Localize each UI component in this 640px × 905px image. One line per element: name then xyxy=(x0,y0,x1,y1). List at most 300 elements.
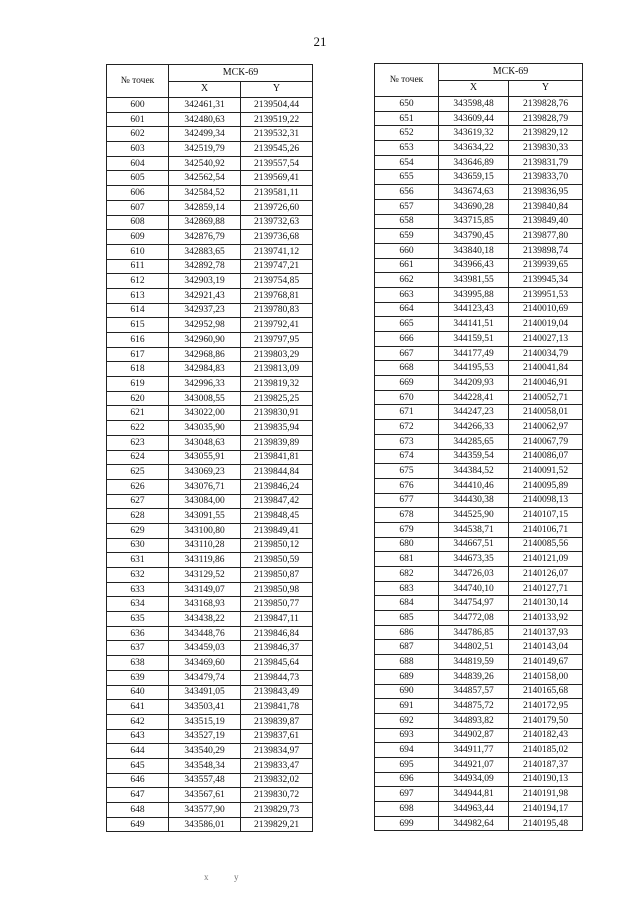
y-coordinate-cell: 2140121,09 xyxy=(509,552,583,567)
table-row xyxy=(375,699,583,714)
x-coordinate-cell: 343055,91 xyxy=(169,450,241,465)
point-number-cell: 671 xyxy=(375,405,439,420)
y-coordinate-cell: 2140194,17 xyxy=(509,802,583,817)
y-coordinate-cell: 2140126,07 xyxy=(509,567,583,582)
y-coordinate-cell: 2140095,89 xyxy=(509,478,583,493)
table-row xyxy=(107,142,313,157)
point-number-cell: 674 xyxy=(375,449,439,464)
x-coordinate-cell: 343557,48 xyxy=(169,773,241,788)
y-coordinate-cell: 2139898,74 xyxy=(509,243,583,258)
point-number-cell: 628 xyxy=(107,509,169,524)
table-row xyxy=(375,508,583,523)
point-number-cell: 694 xyxy=(375,743,439,758)
x-coordinate-cell: 343540,29 xyxy=(169,744,241,759)
table-row xyxy=(375,126,583,141)
table-row xyxy=(375,625,583,640)
table-row xyxy=(107,626,313,641)
x-coordinate-cell: 342461,31 xyxy=(169,98,241,113)
table-row xyxy=(107,612,313,627)
y-coordinate-cell: 2139792,41 xyxy=(241,318,313,333)
y-coordinate-cell: 2139841,78 xyxy=(241,700,313,715)
x-coordinate-cell: 344921,07 xyxy=(439,757,509,772)
x-coordinate-cell: 344875,72 xyxy=(439,699,509,714)
x-coordinate-cell: 344195,53 xyxy=(439,361,509,376)
y-coordinate-cell: 2140052,71 xyxy=(509,390,583,405)
y-coordinate-cell: 2139846,84 xyxy=(241,626,313,641)
table-row xyxy=(375,317,583,332)
table-row xyxy=(107,685,313,700)
x-coordinate-cell: 344902,87 xyxy=(439,728,509,743)
x-coordinate-cell: 344228,41 xyxy=(439,390,509,405)
y-coordinate-cell: 2140137,93 xyxy=(509,625,583,640)
table-row xyxy=(107,362,313,377)
table-row xyxy=(107,758,313,773)
y-coordinate-cell: 2139519,22 xyxy=(241,112,313,127)
point-number-cell: 679 xyxy=(375,522,439,537)
point-number-cell: 605 xyxy=(107,171,169,186)
table-row xyxy=(375,199,583,214)
x-coordinate-cell: 344410,46 xyxy=(439,478,509,493)
table-row xyxy=(107,553,313,568)
point-number-cell: 681 xyxy=(375,552,439,567)
x-coordinate-cell: 343995,88 xyxy=(439,287,509,302)
table-row xyxy=(375,684,583,699)
point-number-cell: 690 xyxy=(375,684,439,699)
y-coordinate-cell: 2140010,69 xyxy=(509,302,583,317)
y-coordinate-cell: 2139945,34 xyxy=(509,273,583,288)
x-coordinate-cell: 344839,26 xyxy=(439,669,509,684)
y-coordinate-cell: 2140058,01 xyxy=(509,405,583,420)
table-row xyxy=(375,449,583,464)
point-number-cell: 613 xyxy=(107,288,169,303)
point-number-cell: 651 xyxy=(375,111,439,126)
page-number: 21 xyxy=(313,34,327,49)
y-coordinate-cell: 2139832,02 xyxy=(241,773,313,788)
x-coordinate-cell: 343548,34 xyxy=(169,758,241,773)
y-coordinate-cell: 2139830,91 xyxy=(241,406,313,421)
table-row xyxy=(375,229,583,244)
x-coordinate-cell: 343674,63 xyxy=(439,185,509,200)
point-number-cell: 621 xyxy=(107,406,169,421)
table-row xyxy=(107,127,313,142)
point-number-cell: 662 xyxy=(375,273,439,288)
y-coordinate-cell: 2140133,92 xyxy=(509,611,583,626)
table-row xyxy=(375,728,583,743)
point-number-cell: 616 xyxy=(107,333,169,348)
point-number-cell: 637 xyxy=(107,641,169,656)
x-coordinate-cell: 342892,78 xyxy=(169,259,241,274)
table-row xyxy=(107,215,313,230)
y-coordinate-cell: 2139732,63 xyxy=(241,215,313,230)
y-coordinate-cell: 2139736,68 xyxy=(241,230,313,245)
y-coordinate-cell: 2140172,95 xyxy=(509,699,583,714)
y-coordinate-cell: 2139877,80 xyxy=(509,229,583,244)
table-row xyxy=(375,537,583,552)
table-row xyxy=(375,185,583,200)
y-coordinate-cell: 2139850,59 xyxy=(241,553,313,568)
table-row xyxy=(375,214,583,229)
y-coordinate-cell: 2139850,98 xyxy=(241,582,313,597)
y-coordinate-cell: 2139844,84 xyxy=(241,465,313,480)
x-coordinate-cell: 342869,88 xyxy=(169,215,241,230)
table-row xyxy=(375,243,583,258)
x-coordinate-cell: 343515,19 xyxy=(169,714,241,729)
x-coordinate-cell: 344141,51 xyxy=(439,317,509,332)
x-coordinate-cell: 344673,35 xyxy=(439,552,509,567)
point-number-cell: 635 xyxy=(107,612,169,627)
y-coordinate-cell: 2140187,37 xyxy=(509,757,583,772)
table-row xyxy=(375,567,583,582)
x-coordinate-cell: 344359,54 xyxy=(439,449,509,464)
x-coordinate-cell: 344802,51 xyxy=(439,640,509,655)
y-coordinate-cell: 2139830,33 xyxy=(509,141,583,156)
y-coordinate-cell: 2140182,43 xyxy=(509,728,583,743)
x-coordinate-cell: 343634,22 xyxy=(439,141,509,156)
x-coordinate-cell: 343076,71 xyxy=(169,479,241,494)
header-point-number: № точек xyxy=(107,65,169,98)
x-coordinate-cell: 343119,86 xyxy=(169,553,241,568)
table-row xyxy=(375,287,583,302)
y-coordinate-cell: 2140067,79 xyxy=(509,434,583,449)
y-coordinate-cell: 2139844,73 xyxy=(241,670,313,685)
y-coordinate-cell: 2139813,09 xyxy=(241,362,313,377)
x-coordinate-cell: 344740,10 xyxy=(439,581,509,596)
point-number-cell: 682 xyxy=(375,567,439,582)
x-coordinate-cell: 343069,23 xyxy=(169,465,241,480)
table-row xyxy=(107,435,313,450)
point-number-cell: 643 xyxy=(107,729,169,744)
x-coordinate-cell: 342996,33 xyxy=(169,377,241,392)
x-coordinate-cell: 342499,34 xyxy=(169,127,241,142)
point-number-cell: 684 xyxy=(375,596,439,611)
y-coordinate-cell: 2139741,12 xyxy=(241,244,313,259)
header-x: X xyxy=(169,81,241,98)
table-row xyxy=(375,170,583,185)
point-number-cell: 649 xyxy=(107,817,169,832)
point-number-cell: 603 xyxy=(107,142,169,157)
table-row xyxy=(375,434,583,449)
y-coordinate-cell: 2139825,25 xyxy=(241,391,313,406)
table-row xyxy=(375,141,583,156)
point-number-cell: 683 xyxy=(375,581,439,596)
table-row xyxy=(375,111,583,126)
table-row xyxy=(375,361,583,376)
point-number-cell: 699 xyxy=(375,816,439,831)
point-number-cell: 623 xyxy=(107,435,169,450)
table-row xyxy=(375,816,583,831)
y-coordinate-cell: 2140179,50 xyxy=(509,713,583,728)
x-coordinate-cell: 342921,43 xyxy=(169,288,241,303)
y-coordinate-cell: 2140062,97 xyxy=(509,420,583,435)
table-row xyxy=(107,773,313,788)
y-coordinate-cell: 2139850,77 xyxy=(241,597,313,612)
point-number-cell: 664 xyxy=(375,302,439,317)
point-number-cell: 654 xyxy=(375,155,439,170)
table-row xyxy=(375,258,583,273)
table-row xyxy=(375,420,583,435)
x-coordinate-cell: 342859,14 xyxy=(169,200,241,215)
point-number-cell: 607 xyxy=(107,200,169,215)
table-row xyxy=(107,333,313,348)
point-number-cell: 670 xyxy=(375,390,439,405)
point-number-cell: 608 xyxy=(107,215,169,230)
x-coordinate-cell: 344538,71 xyxy=(439,522,509,537)
y-coordinate-cell: 2139830,72 xyxy=(241,788,313,803)
x-coordinate-cell: 343567,61 xyxy=(169,788,241,803)
y-coordinate-cell: 2139847,11 xyxy=(241,612,313,627)
x-coordinate-cell: 344772,08 xyxy=(439,611,509,626)
point-number-cell: 659 xyxy=(375,229,439,244)
table-row xyxy=(107,568,313,583)
table-row xyxy=(375,522,583,537)
table-row xyxy=(107,186,313,201)
point-number-cell: 622 xyxy=(107,421,169,436)
x-coordinate-cell: 342883,65 xyxy=(169,244,241,259)
point-number-cell: 680 xyxy=(375,537,439,552)
table-row xyxy=(107,523,313,538)
y-coordinate-cell: 2139754,85 xyxy=(241,274,313,289)
table-row xyxy=(107,538,313,553)
point-number-cell: 668 xyxy=(375,361,439,376)
y-coordinate-cell: 2140086,07 xyxy=(509,449,583,464)
point-number-cell: 619 xyxy=(107,377,169,392)
x-coordinate-cell: 342562,54 xyxy=(169,171,241,186)
x-coordinate-cell: 344177,49 xyxy=(439,346,509,361)
point-number-cell: 665 xyxy=(375,317,439,332)
point-number-cell: 677 xyxy=(375,493,439,508)
y-coordinate-cell: 2140195,48 xyxy=(509,816,583,831)
table-row xyxy=(375,757,583,772)
y-coordinate-cell: 2139836,95 xyxy=(509,185,583,200)
x-coordinate-cell: 343091,55 xyxy=(169,509,241,524)
x-coordinate-cell: 343048,63 xyxy=(169,435,241,450)
point-number-cell: 641 xyxy=(107,700,169,715)
point-number-cell: 689 xyxy=(375,669,439,684)
table-body xyxy=(107,98,313,832)
x-coordinate-cell: 342876,79 xyxy=(169,230,241,245)
point-number-cell: 644 xyxy=(107,744,169,759)
point-number-cell: 642 xyxy=(107,714,169,729)
y-coordinate-cell: 2139848,45 xyxy=(241,509,313,524)
y-coordinate-cell: 2139803,29 xyxy=(241,347,313,362)
header-coordinate-system: МСК-69 xyxy=(169,65,313,82)
x-coordinate-cell: 344726,03 xyxy=(439,567,509,582)
point-number-cell: 655 xyxy=(375,170,439,185)
table-row xyxy=(107,347,313,362)
table-row xyxy=(107,509,313,524)
y-coordinate-cell: 2139846,24 xyxy=(241,479,313,494)
point-number-cell: 629 xyxy=(107,523,169,538)
table-row xyxy=(107,450,313,465)
y-coordinate-cell: 2139837,61 xyxy=(241,729,313,744)
y-coordinate-cell: 2139939,65 xyxy=(509,258,583,273)
x-coordinate-cell: 344893,82 xyxy=(439,713,509,728)
table-row xyxy=(375,669,583,684)
x-coordinate-cell: 344123,43 xyxy=(439,302,509,317)
y-coordinate-cell: 2139951,53 xyxy=(509,287,583,302)
y-coordinate-cell: 2139834,97 xyxy=(241,744,313,759)
x-coordinate-cell: 342952,98 xyxy=(169,318,241,333)
table-row xyxy=(107,817,313,832)
x-coordinate-cell: 344754,97 xyxy=(439,596,509,611)
y-coordinate-cell: 2140091,52 xyxy=(509,464,583,479)
table-row xyxy=(107,421,313,436)
point-number-cell: 669 xyxy=(375,376,439,391)
y-coordinate-cell: 2140107,15 xyxy=(509,508,583,523)
point-number-cell: 685 xyxy=(375,611,439,626)
y-coordinate-cell: 2139833,70 xyxy=(509,170,583,185)
y-coordinate-cell: 2139849,40 xyxy=(509,214,583,229)
x-coordinate-cell: 344667,51 xyxy=(439,537,509,552)
x-coordinate-cell: 343790,45 xyxy=(439,229,509,244)
point-number-cell: 627 xyxy=(107,494,169,509)
point-number-cell: 647 xyxy=(107,788,169,803)
y-coordinate-cell: 2140034,79 xyxy=(509,346,583,361)
table-row xyxy=(107,788,313,803)
point-number-cell: 646 xyxy=(107,773,169,788)
table-row xyxy=(107,656,313,671)
y-coordinate-cell: 2139726,60 xyxy=(241,200,313,215)
y-coordinate-cell: 2139504,44 xyxy=(241,98,313,113)
x-coordinate-cell: 343527,19 xyxy=(169,729,241,744)
y-coordinate-cell: 2140085,56 xyxy=(509,537,583,552)
y-coordinate-cell: 2139841,81 xyxy=(241,450,313,465)
point-number-cell: 652 xyxy=(375,126,439,141)
x-coordinate-cell: 343646,89 xyxy=(439,155,509,170)
point-number-cell: 638 xyxy=(107,656,169,671)
point-number-cell: 631 xyxy=(107,553,169,568)
x-coordinate-cell: 344786,85 xyxy=(439,625,509,640)
y-coordinate-cell: 2140143,04 xyxy=(509,640,583,655)
y-coordinate-cell: 2139768,81 xyxy=(241,288,313,303)
table-body xyxy=(375,97,583,831)
x-coordinate-cell: 344209,93 xyxy=(439,376,509,391)
table-row xyxy=(375,802,583,817)
point-number-cell: 675 xyxy=(375,464,439,479)
x-coordinate-cell: 343577,90 xyxy=(169,803,241,818)
table-row xyxy=(375,155,583,170)
table-row xyxy=(107,200,313,215)
table-row xyxy=(107,641,313,656)
point-number-cell: 630 xyxy=(107,538,169,553)
x-coordinate-cell: 344982,64 xyxy=(439,816,509,831)
table-row xyxy=(375,552,583,567)
x-coordinate-cell: 343129,52 xyxy=(169,568,241,583)
x-coordinate-cell: 342903,19 xyxy=(169,274,241,289)
y-coordinate-cell: 2139829,73 xyxy=(241,803,313,818)
y-coordinate-cell: 2139532,31 xyxy=(241,127,313,142)
table-row xyxy=(107,318,313,333)
point-number-cell: 614 xyxy=(107,303,169,318)
x-coordinate-cell: 342968,86 xyxy=(169,347,241,362)
table-row xyxy=(107,803,313,818)
point-number-cell: 609 xyxy=(107,230,169,245)
y-coordinate-cell: 2139850,87 xyxy=(241,568,313,583)
x-coordinate-cell: 342984,83 xyxy=(169,362,241,377)
table-row xyxy=(375,390,583,405)
y-coordinate-cell: 2139846,37 xyxy=(241,641,313,656)
table-row xyxy=(375,346,583,361)
table-row xyxy=(107,98,313,113)
x-coordinate-cell: 342960,90 xyxy=(169,333,241,348)
header-y: Y xyxy=(509,80,583,97)
y-coordinate-cell: 2140165,68 xyxy=(509,684,583,699)
point-number-cell: 653 xyxy=(375,141,439,156)
y-coordinate-cell: 2140130,14 xyxy=(509,596,583,611)
point-number-cell: 617 xyxy=(107,347,169,362)
point-number-cell: 618 xyxy=(107,362,169,377)
y-coordinate-cell: 2139819,32 xyxy=(241,377,313,392)
point-number-cell: 696 xyxy=(375,772,439,787)
point-number-cell: 695 xyxy=(375,757,439,772)
table-row xyxy=(107,670,313,685)
y-coordinate-cell: 2139828,79 xyxy=(509,111,583,126)
x-coordinate-cell: 343659,15 xyxy=(439,170,509,185)
y-coordinate-cell: 2139833,47 xyxy=(241,758,313,773)
table-row xyxy=(375,787,583,802)
point-number-cell: 672 xyxy=(375,420,439,435)
y-coordinate-cell: 2139545,26 xyxy=(241,142,313,157)
y-coordinate-cell: 2140098,13 xyxy=(509,493,583,508)
point-number-cell: 678 xyxy=(375,508,439,523)
footer-mark-x: x xyxy=(204,872,209,882)
table-row xyxy=(107,171,313,186)
coordinates-table-right xyxy=(374,63,583,831)
y-coordinate-cell: 2139780,83 xyxy=(241,303,313,318)
table-row xyxy=(107,112,313,127)
y-coordinate-cell: 2140027,13 xyxy=(509,332,583,347)
table-row xyxy=(107,729,313,744)
table-row xyxy=(375,97,583,112)
y-coordinate-cell: 2140046,91 xyxy=(509,376,583,391)
table-row xyxy=(375,772,583,787)
table-row xyxy=(107,259,313,274)
point-number-cell: 656 xyxy=(375,185,439,200)
x-coordinate-cell: 343100,80 xyxy=(169,523,241,538)
table-row xyxy=(107,230,313,245)
point-number-cell: 612 xyxy=(107,274,169,289)
point-number-cell: 661 xyxy=(375,258,439,273)
x-coordinate-cell: 343459,03 xyxy=(169,641,241,656)
point-number-cell: 606 xyxy=(107,186,169,201)
point-number-cell: 634 xyxy=(107,597,169,612)
y-coordinate-cell: 2139747,21 xyxy=(241,259,313,274)
x-coordinate-cell: 344911,77 xyxy=(439,743,509,758)
x-coordinate-cell: 343168,93 xyxy=(169,597,241,612)
y-coordinate-cell: 2139797,95 xyxy=(241,333,313,348)
y-coordinate-cell: 2139849,41 xyxy=(241,523,313,538)
point-number-cell: 610 xyxy=(107,244,169,259)
x-coordinate-cell: 343690,28 xyxy=(439,199,509,214)
x-coordinate-cell: 344285,65 xyxy=(439,434,509,449)
table-row xyxy=(107,244,313,259)
x-coordinate-cell: 344963,44 xyxy=(439,802,509,817)
point-number-cell: 633 xyxy=(107,582,169,597)
x-coordinate-cell: 343981,55 xyxy=(439,273,509,288)
y-coordinate-cell: 2139839,87 xyxy=(241,714,313,729)
table-row xyxy=(107,156,313,171)
table-row xyxy=(375,273,583,288)
table-row xyxy=(375,743,583,758)
x-coordinate-cell: 343586,01 xyxy=(169,817,241,832)
y-coordinate-cell: 2139829,12 xyxy=(509,126,583,141)
x-coordinate-cell: 343715,85 xyxy=(439,214,509,229)
x-coordinate-cell: 344819,59 xyxy=(439,655,509,670)
x-coordinate-cell: 343469,60 xyxy=(169,656,241,671)
y-coordinate-cell: 2139847,42 xyxy=(241,494,313,509)
x-coordinate-cell: 342937,23 xyxy=(169,303,241,318)
table-row xyxy=(375,596,583,611)
